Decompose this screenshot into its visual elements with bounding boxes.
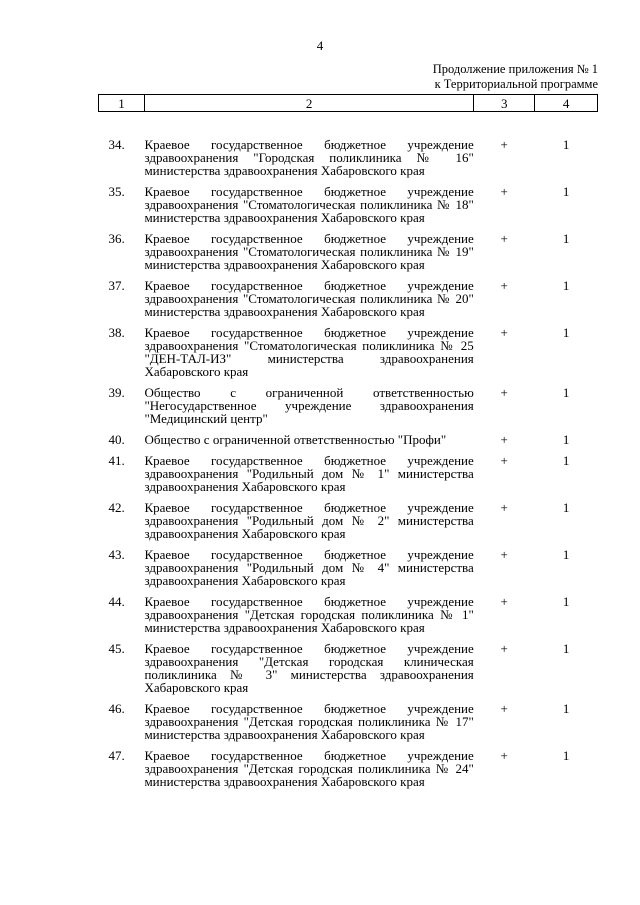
organization-name: Краевое государственное бюджетное учреждение здравоохранения "Стоматологическая поликлиника № 19" министерства здравоохранения Хабаровского края: [144, 231, 474, 272]
organization-name: Краевое государственное бюджетное учреждение здравоохранения "Родильный дом № 4" министерства здравоохранения Хабаровского края: [144, 547, 474, 588]
page-number: 4: [316, 38, 324, 53]
column-header-1: 1: [99, 95, 145, 112]
table-row: [99, 642, 598, 702]
organization-name: Краевое государственное бюджетное учреждение здравоохранения "Родильный дом № 1" министерства здравоохранения Хабаровского края: [144, 453, 474, 494]
row-value: 1: [562, 184, 570, 199]
table-row: [99, 279, 598, 326]
row-value: 1: [562, 748, 570, 763]
row-value: 1: [562, 385, 570, 400]
row-value: 1: [562, 701, 570, 716]
table-body: [99, 112, 598, 797]
table-row: [99, 232, 598, 279]
organization-name: Краевое государственное бюджетное учреждение здравоохранения "Стоматологическая поликлиника № 20" министерства здравоохранения Хабаровского края: [144, 278, 474, 319]
table-row: [99, 749, 598, 796]
row-number: 43.: [108, 547, 125, 562]
column-header-4: 4: [535, 95, 598, 112]
table-row: [99, 454, 598, 501]
table-row: [99, 326, 598, 386]
row-value: 1: [562, 500, 570, 515]
table-row: [99, 185, 598, 232]
participation-mark: +: [500, 432, 508, 447]
organization-name: Краевое государственное бюджетное учреждение здравоохранения "Городская поликлиника № 16" министерства здравоохранения Хабаровского края: [144, 137, 474, 178]
participation-mark: +: [500, 547, 508, 562]
column-header-3: 3: [474, 95, 535, 112]
organization-name: Краевое государственное бюджетное учреждение здравоохранения "Детская городская поликлиника № 17" министерства здравоохранения Хабаровского края: [144, 701, 474, 742]
table-row: [99, 595, 598, 642]
row-value: 1: [562, 325, 570, 340]
row-number: 46.: [108, 701, 125, 716]
organization-name: Краевое государственное бюджетное учреждение здравоохранения "Детская городская поликлиника № 1" министерства здравоохранения Хабаровского края: [144, 594, 474, 635]
row-value: 1: [562, 641, 570, 656]
row-value: 1: [562, 547, 570, 562]
appendix-note-line: Продолжение приложения № 1: [432, 62, 598, 76]
participation-mark: +: [500, 325, 508, 340]
organization-name: Краевое государственное бюджетное учреждение здравоохранения "Стоматологическая поликлиника № 18" министерства здравоохранения Хабаровского края: [144, 184, 474, 225]
participation-mark: +: [500, 701, 508, 716]
appendix-note: [433, 62, 598, 92]
organizations-table: [98, 94, 598, 796]
participation-mark: +: [500, 748, 508, 763]
row-number: 45.: [108, 641, 125, 656]
participation-mark: +: [500, 231, 508, 246]
organization-name: Краевое государственное бюджетное учреждение здравоохранения "Детская городская поликлиника № 24" министерства здравоохранения Хабаровского края: [144, 748, 474, 789]
row-number: 40.: [108, 432, 125, 447]
table-row: [99, 386, 598, 433]
row-number: 37.: [108, 278, 125, 293]
row-number: 47.: [108, 748, 125, 763]
organization-name: Краевое государственное бюджетное учреждение здравоохранения "Стоматологическая поликлиника № 25 "ДЕН-ТАЛ-ИЗ" министерства здравоохранения Хабаровского края: [144, 325, 474, 379]
participation-mark: +: [500, 385, 508, 400]
table-row: [99, 501, 598, 548]
table-row: [99, 433, 598, 454]
participation-mark: +: [500, 278, 508, 293]
appendix-note-line: к Территориальной программе: [434, 77, 598, 91]
table-header: [99, 95, 598, 112]
table-row: [99, 702, 598, 749]
row-number: 41.: [108, 453, 125, 468]
row-number: 35.: [108, 184, 125, 199]
participation-mark: +: [500, 594, 508, 609]
row-number: 39.: [108, 385, 125, 400]
table-row: [99, 112, 598, 186]
row-number: 42.: [108, 500, 125, 515]
row-value: 1: [562, 594, 570, 609]
participation-mark: +: [500, 184, 508, 199]
row-number: 44.: [108, 594, 125, 609]
row-value: 1: [562, 432, 570, 447]
organization-name: Общество с ограниченной ответственностью "Профи": [144, 432, 447, 447]
table-row: [99, 548, 598, 595]
table-header-row: [99, 95, 598, 112]
participation-mark: +: [500, 500, 508, 515]
row-value: 1: [562, 453, 570, 468]
row-value: 1: [562, 137, 570, 152]
row-number: 34.: [108, 137, 125, 152]
participation-mark: +: [500, 137, 508, 152]
organization-name: Общество с ограниченной ответственностью "Негосударственное учреждение здравоохранения "Медицинский центр": [144, 385, 474, 426]
row-number: 38.: [108, 325, 125, 340]
row-value: 1: [562, 231, 570, 246]
row-value: 1: [562, 278, 570, 293]
participation-mark: +: [500, 641, 508, 656]
organization-name: Краевое государственное бюджетное учреждение здравоохранения "Детская городская клиническая поликлиника № 3" министерства здравоохранения Хабаровского края: [144, 641, 474, 695]
column-header-2: 2: [144, 95, 473, 112]
row-number: 36.: [108, 231, 125, 246]
participation-mark: +: [500, 453, 508, 468]
organization-name: Краевое государственное бюджетное учреждение здравоохранения "Родильный дом № 2" министерства здравоохранения Хабаровского края: [144, 500, 474, 541]
